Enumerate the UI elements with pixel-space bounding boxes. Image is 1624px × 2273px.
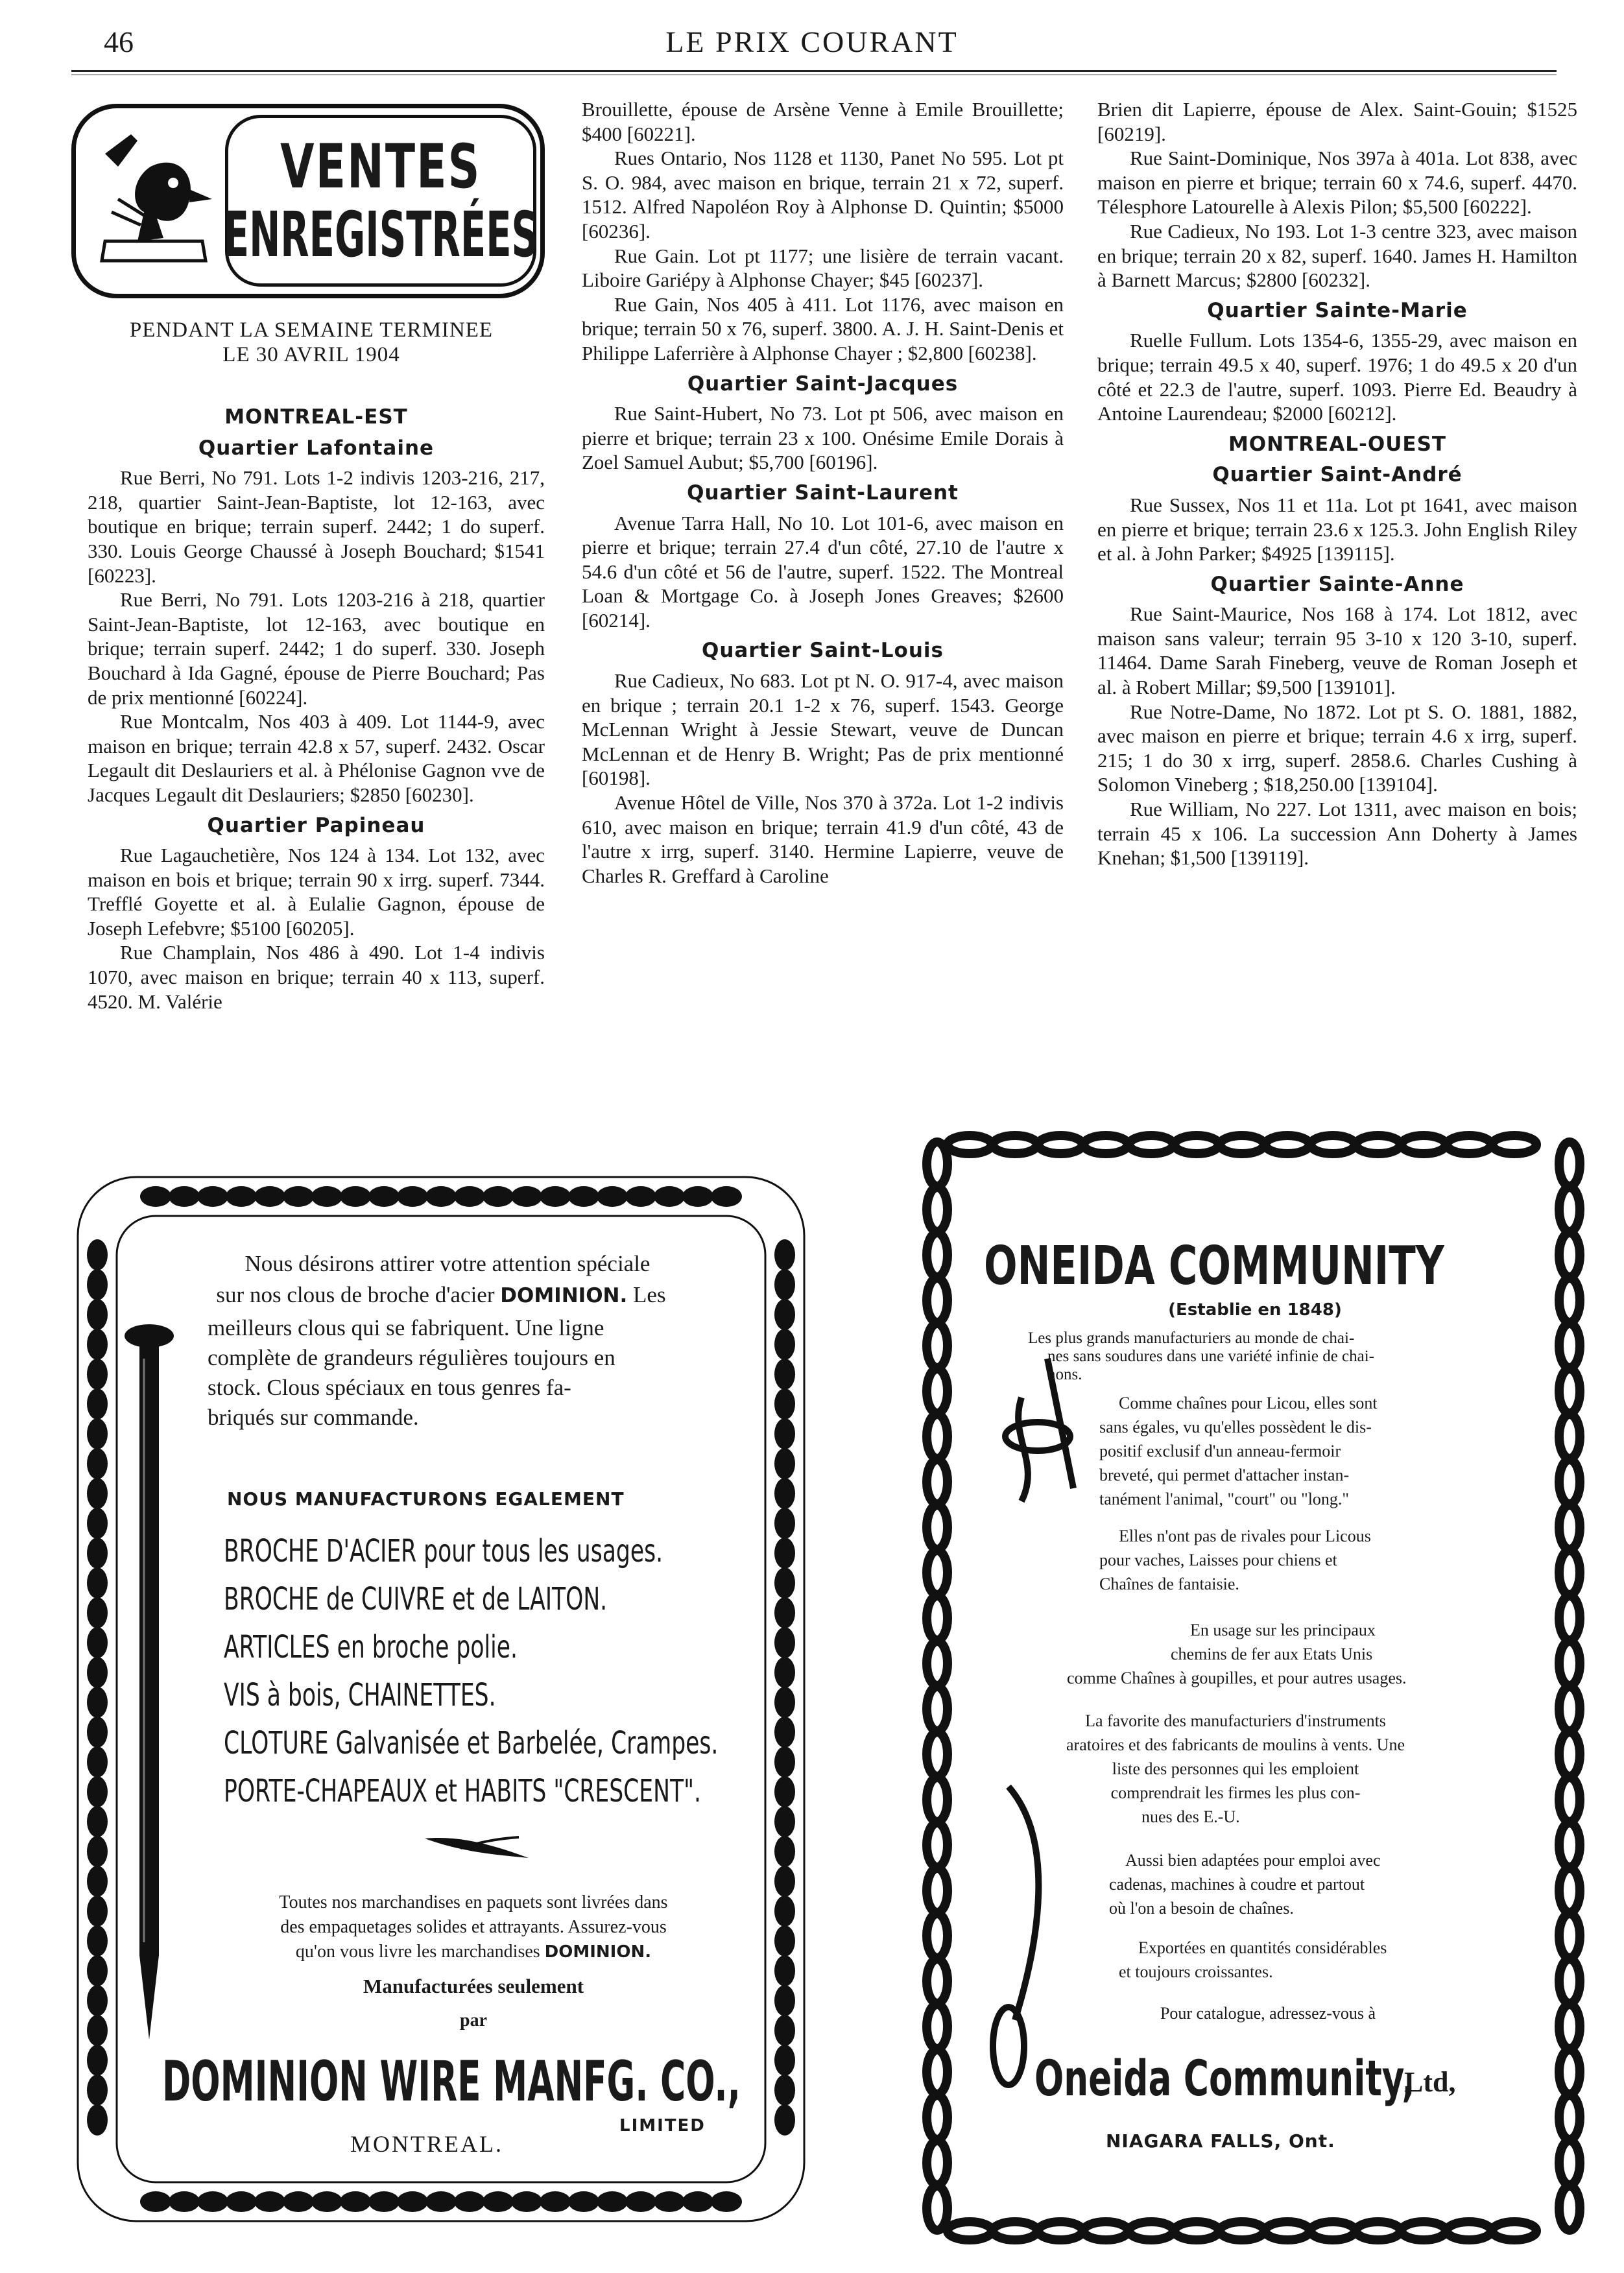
product-item: CLOTURE Galvanisée et Barbelée, Crampes. [224, 1725, 719, 1761]
section-heading: Quartier Saint-Laurent [687, 481, 959, 505]
chain-link-icon [993, 1136, 1037, 1154]
laurel-leaf-icon [682, 1186, 713, 1207]
laurel-leaf-icon [87, 1657, 108, 1688]
laurel-leaf-icon [511, 2191, 542, 2212]
laurel-leaf-icon [774, 1836, 795, 1867]
chain-link-icon [927, 1596, 948, 1640]
laurel-leaf-icon [654, 2191, 685, 2212]
laurel-leaf-icon [483, 1186, 514, 1207]
laurel-leaf-icon [774, 1448, 795, 1479]
chain-link-icon [1492, 2222, 1536, 2240]
intro-line: complète de grandeurs régulières toujours en [208, 1345, 615, 1370]
note-brand: DOMINION. [544, 1942, 652, 1962]
product-item: BROCHE de CUIVRE et de LAITON. [224, 1581, 608, 1617]
chain-link-icon [927, 1233, 948, 1277]
sale-entry: Rue Cadieux, No 683. Lot pt N. O. 917-4, avec maison en brique ; terrain 20.1 1-2 x 76, superf. 1543. George McLennan Wright à Jessie Stewart, veuve de Duncan McLennan et de Henry B. Wright; Pas de prix mentionné [60198]. [582, 669, 1064, 790]
oneida-title: ONEIDA COMMUNITY [984, 1235, 1444, 1297]
laurel-leaf-icon [87, 1985, 108, 2016]
product-item: ARTICLES en broche polie. [224, 1629, 518, 1665]
chain-link-icon [927, 1324, 948, 1368]
oneida-line: comprendrait les firmes les plus con- [1110, 1783, 1361, 1802]
chain-link-icon [1265, 1136, 1309, 1154]
chain-link-icon [1402, 2222, 1446, 2240]
laurel-leaf-icon [774, 2075, 795, 2106]
chain-link-icon [993, 2222, 1037, 2240]
limited-label: LIMITED [619, 2116, 706, 2136]
chain-link-icon [927, 2186, 948, 2230]
product-item: BROCHE D'ACIER pour tous les usages. [224, 1533, 663, 1569]
chain-link-icon [1559, 1324, 1580, 1368]
product-item: PORTE-CHAPEAUX et HABITS "CRESCENT". [224, 1773, 701, 1809]
sale-entry: Brouillette, épouse de Arsène Venne à Emile Brouillette; $400 [60221]. [582, 98, 1064, 145]
oneida-line: où l'on a besoin de chaînes. [1109, 1899, 1294, 1918]
section-heading: Quartier Saint-André [1212, 463, 1463, 487]
laurel-leaf-icon [597, 1186, 628, 1207]
chain-link-icon [1175, 1136, 1219, 1154]
sale-entry: Rue Cadieux, No 193. Lot 1-3 centre 323, avec maison en brique; terrain 20 x 82, superf. 1640. James H. Hamilton à Barnett Marcus; $2800 [60232]. [1097, 219, 1577, 292]
ventes-enregistrees-logo [71, 104, 545, 298]
laurel-leaf-icon [340, 1186, 371, 1207]
product-list [224, 1527, 782, 1815]
chain-link-icon [1129, 1136, 1173, 1154]
oneida-line: Exportées en quantités considérables [1138, 1938, 1387, 1957]
section-heading: Quartier Papineau [207, 813, 425, 837]
sale-entry: Rue Berri, No 791. Lots 1203-216 à 218, quartier Saint-Jean-Baptiste, lot 12-163, avec boutique en brique; terrain superf. 2442; 1 do superf. 330. Joseph Bouchard à Ida Gagné, épouse de Pierre Bouchard; Pas de prix mentionné [60224]. [88, 588, 545, 709]
laurel-leaf-icon [397, 1186, 428, 1207]
chain-link-icon [1559, 2141, 1580, 2185]
also-heading: NOUS MANUFACTURONS EGALEMENT [227, 1488, 625, 1510]
week-intro-line1: PENDANT LA SEMAINE TERMINEE [129, 318, 494, 342]
laurel-leaf-icon [568, 1186, 599, 1207]
laurel-leaf-icon [87, 1359, 108, 1390]
laurel-leaf-icon [87, 1508, 108, 1539]
laurel-leaf-icon [87, 1746, 108, 1778]
laurel-leaf-icon [311, 2191, 342, 2212]
dominion-intro [65, 1248, 817, 1311]
laurel-leaf-icon [774, 1866, 795, 1897]
laurel-leaf-icon [711, 1186, 742, 1207]
sale-entry: Rue Saint-Dominique, Nos 397a à 401a. Lot 838, avec maison en pierre et brique; terrain 60 x 74.6, superf. 4470. Télesphore Latourelle à Alexis Pilon; $5,500 [60222]. [1097, 147, 1577, 219]
laurel-leaf-icon [368, 1186, 400, 1207]
laurel-leaf-icon [226, 1186, 257, 1207]
laurel-leaf-icon [87, 1955, 108, 1986]
chain-link-icon [1559, 1187, 1580, 1232]
section-heading: Quartier Lafontaine [198, 436, 435, 460]
laurel-leaf-icon [87, 1717, 108, 1748]
chain-link-icon [1356, 1136, 1400, 1154]
laurel-leaf-icon [87, 1836, 108, 1867]
oneida-line: et toujours croissantes. [1119, 1962, 1273, 1981]
laurel-leaf-icon [87, 2104, 108, 2136]
column-1 [88, 399, 545, 1014]
chain-link-icon [1559, 1551, 1580, 1595]
chain-link-icon [1559, 1914, 1580, 1958]
oneida-line: breveté, qui permet d'attacher instan- [1099, 1466, 1350, 1484]
sale-entry: Avenue Tarra Hall, No 10. Lot 101-6, avec maison en pierre et brique; terrain 27.4 d'un côté, 27.10 de l'autre x 54.6 d'un côté et 56 de l'autre, superf. 1522. The Montreal Loan & Mortgage Co. à Joseph Jones Greaves; $2600 [60214]. [582, 511, 1064, 632]
oneida-line: nes sans soudures dans une variété infinie de chai- [1047, 1348, 1375, 1365]
chain-link-icon [927, 1460, 948, 1504]
sale-entry: Avenue Hôtel de Ville, Nos 370 à 372a. Lot 1-2 indivis 610, avec maison en brique; terrain 41.9 d'un côté, 43 de l'autre x irrg, superf. 3140. Hermine Lapierre, veuve de Charles R. Greffard à Caroline [582, 791, 1064, 887]
laurel-leaf-icon [169, 2191, 200, 2212]
section-heading: Quartier Sainte-Anne [1210, 572, 1464, 596]
laurel-leaf-icon [197, 2191, 228, 2212]
oneida-line: nues des E.-U. [1141, 1807, 1240, 1826]
intro-line: briqués sur commande. [208, 1405, 419, 1430]
chain-link-icon [927, 1732, 948, 1776]
laurel-leaf-icon [711, 2191, 742, 2212]
chain-link-icon [1311, 2222, 1355, 2240]
oneida-line: nons. [1047, 1366, 1082, 1383]
week-intro-line2: LE 30 AVRIL 1904 [222, 343, 400, 366]
oneida-para [957, 1709, 1514, 1829]
intro-text: Les [633, 1282, 666, 1307]
chain-link-icon [1559, 1778, 1580, 1822]
oneida-para [1099, 1391, 1514, 1511]
note-text: qu'on vous livre les marchandises [295, 1942, 540, 1962]
laurel-leaf-icon [87, 1418, 108, 1449]
laurel-leaf-icon [87, 1687, 108, 1718]
chain-link-icon [1559, 2186, 1580, 2230]
note-line [195, 1940, 752, 1964]
laurel-leaf-icon [397, 2191, 428, 2212]
oneida-line: comme Chaînes à goupilles, et pour autres usages. [1067, 1669, 1407, 1687]
intro-text: sur nos clous de broche d'acier [216, 1282, 495, 1307]
chain-link-icon [1559, 1505, 1580, 1549]
oneida-city: NIAGARA FALLS, Ont. [1106, 2130, 1335, 2152]
laurel-leaf-icon [774, 2015, 795, 2046]
section-heading: MONTREAL-OUEST [1228, 432, 1447, 456]
oneida-line: tanément l'animal, "court" ou "long." [1099, 1490, 1350, 1508]
dominion-wire-advertisement [65, 1164, 817, 2234]
section-heading: Quartier Saint-Jacques [687, 372, 959, 396]
laurel-leaf-icon [169, 1186, 200, 1207]
chain-link-icon [927, 1687, 948, 1731]
chain-link-icon [1559, 1414, 1580, 1458]
intro-line: meilleurs clous qui se fabriquent. Une ligne [208, 1315, 604, 1340]
laurel-leaf-icon [87, 1776, 108, 1807]
laurel-leaf-icon [87, 1448, 108, 1479]
week-intro [78, 318, 545, 367]
chain-link-icon [1038, 2222, 1082, 2240]
section-heading: Quartier Saint-Louis [701, 639, 944, 663]
oneida-line: cadenas, machines à coudre et partout [1109, 1875, 1365, 1894]
oneida-line: positif exclusif d'un anneau-fermoir [1099, 1442, 1341, 1460]
chain-link-icon [1559, 1596, 1580, 1640]
swoosh-icon [422, 1832, 532, 1864]
laurel-leaf-icon [226, 2191, 257, 2212]
laurel-leaf-icon [540, 2191, 571, 2212]
laurel-leaf-icon [340, 2191, 371, 2212]
laurel-leaf-icon [87, 1329, 108, 1360]
chain-link-icon [927, 1959, 948, 2003]
chain-link-icon [927, 1551, 948, 1595]
oneida-line: pour vaches, Laisses pour chiens et [1099, 1551, 1337, 1569]
chain-link-icon [1559, 1959, 1580, 2003]
chain-link-icon [1129, 2222, 1173, 2240]
laurel-leaf-icon [682, 2191, 713, 2212]
laurel-leaf-icon [254, 2191, 285, 2212]
oneida-line: La favorite des manufacturiers d'instruments [1085, 1711, 1386, 1730]
laurel-leaf-icon [87, 1627, 108, 1658]
nail-icon [123, 1320, 175, 2046]
catalogue-line: Pour catalogue, adressez-vous à [1160, 2004, 1376, 2023]
section-heading: MONTREAL-EST [224, 405, 408, 429]
oneida-line: Les plus grands manufacturiers au monde de chai- [1028, 1329, 1355, 1347]
intro-line: stock. Clous spéciaux en tous genres fa- [208, 1375, 571, 1400]
laurel-leaf-icon [87, 1478, 108, 1509]
laurel-leaf-icon [597, 2191, 628, 2212]
laurel-leaf-icon [87, 1896, 108, 1927]
oneida-company-name: Oneida Community, [1034, 2049, 1415, 2107]
oneida-line: chemins de fer aux Etats Unis [1171, 1645, 1373, 1663]
column-3 [1097, 97, 1577, 870]
laurel-leaf-icon [774, 2104, 795, 2136]
chain-link-icon [927, 1641, 948, 1685]
oneida-ltd: Ltd, [1404, 2066, 1456, 2098]
sale-entry: Rue Lagauchetière, Nos 124 à 134. Lot 132, avec maison en bois et brique; terrain 90 x irrg. superf. 7344. Trefflé Goyette et al. à Eulalie Gagnon, épouse de Joseph Lefebvre; $5100 [60205]. [88, 844, 545, 940]
laurel-leaf-icon [87, 1866, 108, 1897]
laurel-leaf-icon [625, 2191, 656, 2212]
chain-link-icon [1559, 1732, 1580, 1776]
laurel-leaf-icon [87, 1597, 108, 1628]
chain-link-icon [927, 2141, 948, 2185]
sale-entry: Ruelle Fullum. Lots 1354-6, 1355-29, avec maison en brique; terrain 49.5 x 40, superf. 1976; 1 do 49.5 x 20 d'un côté et 22.3 de l'autre, superf. 1093. Pierre Ed. Beaudry à Antoine Laurendeau; $2000 [60212]. [1097, 329, 1577, 425]
oneida-line: aratoires et des fabricants de moulins à vents. Une [1066, 1735, 1405, 1754]
chain-link-icon [927, 1187, 948, 1232]
laurel-leaf-icon [87, 2015, 108, 2046]
laurel-leaf-icon [87, 1806, 108, 1837]
chain-link-icon [1311, 1136, 1355, 1154]
sale-entry: Brien dit Lapierre, épouse de Alex. Saint-Gouin; $1525 [60219]. [1097, 98, 1577, 145]
laurel-leaf-icon [774, 1925, 795, 1957]
laurel-leaf-icon [311, 1186, 342, 1207]
laurel-leaf-icon [774, 1955, 795, 1986]
laurel-leaf-icon [87, 1538, 108, 1569]
manufactured-label: Manufacturées seulement [363, 1975, 584, 1997]
sale-entry: Rue Notre-Dame, No 1872. Lot pt S. O. 1881, 1882, avec maison en pierre et brique; terrain 4.6 x irrg, superf. 215; 1 do 30 x irrg, superf. 2858.6. Charles Cushing à Solomon Vineberg ; $18,250.00 [139104]. [1097, 700, 1577, 796]
page-title: LE PRIX COURANT [665, 25, 959, 58]
chain-link-icon [1402, 1136, 1446, 1154]
laurel-leaf-icon [87, 1388, 108, 1420]
sale-entry: Rue Gain, Nos 405 à 411. Lot 1176, avec maison en brique; terrain 50 x 76, superf. 3800. A. J. H. Saint-Denis et Philippe Laferrière à Alphonse Chayer ; $2,800 [60238]. [582, 292, 1064, 364]
laurel-leaf-icon [654, 1186, 685, 1207]
chain-link-icon [927, 2095, 948, 2139]
chain-link-icon [927, 1505, 948, 1549]
laurel-leaf-icon [254, 1186, 285, 1207]
laurel-leaf-icon [140, 1186, 171, 1207]
sale-entry: Rue Montcalm, Nos 403 à 409. Lot 1144-9, avec maison en brique; terrain 42.8 x 57, superf. 2432. Oscar Legault dit Deslauriers et al. à Phélonise Gagnon vve de Jacques Legault dit Deslauriers; $2850 [60230]. [88, 710, 545, 806]
chain-link-icon [1447, 1136, 1491, 1154]
intro-line [65, 1279, 817, 1311]
chain-link-icon [1559, 1460, 1580, 1504]
chain-link-icon [1559, 1687, 1580, 1731]
oneida-para [989, 1618, 1508, 1690]
chain-link-icon [1175, 2222, 1219, 2240]
laurel-leaf-icon [774, 1478, 795, 1509]
laurel-leaf-icon [368, 2191, 400, 2212]
oneida-line: sans égales, vu qu'elles possèdent le dis- [1099, 1418, 1372, 1436]
chain-link-icon [1220, 2222, 1264, 2240]
dominion-intro-body [208, 1313, 778, 1433]
chain-link-icon [1559, 1823, 1580, 1867]
chain-link-icon [1492, 1136, 1536, 1154]
sale-entry: Rue Saint-Hubert, No 73. Lot pt 506, avec maison en pierre et brique; terrain 23 x 100. Onésime Emile Dorais à Zoel Samuel Aubut; $5,700 [60196]. [582, 402, 1064, 474]
laurel-leaf-icon [87, 2075, 108, 2106]
note-line: Toutes nos marchandises en paquets sont livrées dans [279, 1892, 668, 1912]
chain-link-icon [1265, 2222, 1309, 2240]
laurel-leaf-icon [511, 1186, 542, 1207]
oneida-para [1119, 1936, 1521, 1984]
column-2 [582, 97, 1064, 888]
chain-link-icon [927, 1778, 948, 1822]
oneida-line: liste des personnes qui les emploient [1112, 1759, 1359, 1778]
laurel-leaf-icon [425, 1186, 457, 1207]
intro-line: Nous désirons attirer votre attention spéciale [245, 1251, 651, 1276]
laurel-leaf-icon [483, 2191, 514, 2212]
laurel-leaf-icon [425, 2191, 457, 2212]
intro-brand: DOMINION. [500, 1284, 628, 1307]
sale-entry: Rue William, No 227. Lot 1311, avec maison en bois; terrain 45 x 106. La succession Ann Doherty à James Knehan; $1,500 [139119]. [1097, 798, 1577, 870]
logo-line-enregistrees: ENREGISTRÉES [223, 198, 538, 271]
oneida-line: Comme chaînes pour Licou, elles sont [1119, 1394, 1378, 1412]
logo-frame [225, 115, 536, 287]
oneida-para [983, 1329, 1514, 1384]
chain-link-icon [927, 1369, 948, 1413]
oneida-company-line [1034, 2049, 1578, 2107]
laurel-leaf-icon [774, 1896, 795, 1927]
laurel-leaf-icon [454, 1186, 485, 1207]
laurel-leaf-icon [140, 2191, 171, 2212]
dominion-company-name: DOMINION WIRE MANFG. CO., [162, 2049, 741, 2114]
chain-link-icon [1559, 1142, 1580, 1186]
laurel-leaf-icon [568, 2191, 599, 2212]
laurel-leaf-icon [454, 2191, 485, 2212]
oneida-para [1109, 1848, 1511, 1920]
dominion-city: MONTREAL. [350, 2131, 503, 2157]
chain-link-icon [1447, 2222, 1491, 2240]
laurel-leaf-icon [87, 1925, 108, 1957]
logo-line-ventes: VENTES [280, 131, 481, 202]
laurel-leaf-icon [774, 2045, 795, 2076]
chain-link-icon [1220, 1136, 1264, 1154]
chain-link-icon [927, 1868, 948, 1912]
sale-entry: Rues Ontario, Nos 1128 et 1130, Panet No 595. Lot pt S. O. 984, avec maison en brique, terrain 21 x 72, superf. 1512. Alfred Napoléon Roy à Alphonse D. Quintin; $5000 [60236]. [582, 147, 1064, 243]
chain-link-icon [1559, 1369, 1580, 1413]
chain-link-icon [927, 1414, 948, 1458]
sale-entry: Rue Gain. Lot pt 1177; une lisière de terrain vacant. Liboire Gariépy à Alphonse Chayer; $45 [60237]. [582, 244, 1064, 292]
product-item: VIS à bois, CHAINETTES. [224, 1677, 496, 1713]
chain-link-icon [1038, 1136, 1082, 1154]
oneida-para [1099, 1524, 1514, 1596]
oneida-line: Elles n'ont pas de rivales pour Licous [1119, 1527, 1371, 1545]
laurel-leaf-icon [774, 1985, 795, 2016]
chain-link-icon [927, 1823, 948, 1867]
sale-entry: Rue Saint-Maurice, Nos 168 à 174. Lot 1812, avec maison sans valeur; terrain 95 3-10 x 120 3-10, superf. 11464. Dame Sarah Fineberg, veuve de Roman Joseph et al. à Robert Millar; $9,500 [139101]. [1097, 602, 1577, 699]
chain-link-icon [927, 2050, 948, 2094]
chain-link-icon [1084, 2222, 1128, 2240]
sale-entry: Rue Sussex, Nos 11 et 11a. Lot pt 1641, avec maison en pierre et brique; terrain 23.6 x 125.3. John English Riley et al. à John Parker; $4925 [139115]. [1097, 493, 1577, 565]
chain-link-icon [948, 2222, 992, 2240]
oneida-line: Chaînes de fantaisie. [1099, 1575, 1239, 1593]
laurel-leaf-icon [540, 1186, 571, 1207]
par-label: par [460, 2010, 487, 2030]
laurel-leaf-icon [87, 1567, 108, 1599]
laurel-leaf-icon [197, 1186, 228, 1207]
chain-link-icon [1559, 1233, 1580, 1277]
sale-entry: Rue Champlain, Nos 486 à 490. Lot 1-4 indivis 1070, avec maison en brique; terrain 40 x 113, superf. 4520. M. Valérie [88, 941, 545, 1013]
header-rule [71, 70, 1557, 75]
laurel-leaf-icon [283, 1186, 314, 1207]
oneida-community-advertisement [911, 1125, 1599, 2250]
oneida-line: En usage sur les principaux [1190, 1621, 1376, 1639]
chain-link-icon [1356, 2222, 1400, 2240]
oneida-line: Aussi bien adaptées pour emploi avec [1125, 1851, 1381, 1870]
laurel-leaf-icon [87, 2045, 108, 2076]
laurel-leaf-icon [625, 1186, 656, 1207]
oneida-established: (Establie en 1848) [1168, 1300, 1342, 1320]
chain-link-icon [948, 1136, 992, 1154]
dominion-note [195, 1890, 752, 1964]
chain-link-icon [1559, 1868, 1580, 1912]
scribe-bird-icon [92, 128, 215, 270]
note-line: des empaquetages solides et attrayants. Assurez-vous [280, 1917, 667, 1937]
sale-entry: Rue Berri, No 791. Lots 1-2 indivis 1203-216, 217, 218, quartier Saint-Jean-Baptiste, lot 12-163, avec boutique en brique; terrain superf. 2442; 1 do superf. 330. Louis George Chaussé à Joseph Bouchard; $1541 [60223]. [88, 466, 545, 587]
chain-link-icon [1559, 1641, 1580, 1685]
page-number: 46 [104, 25, 134, 58]
chain-link-icon [1084, 1136, 1128, 1154]
laurel-leaf-icon [283, 2191, 314, 2212]
section-heading: Quartier Sainte-Marie [1207, 298, 1468, 322]
chain-link-icon [927, 1914, 948, 1958]
